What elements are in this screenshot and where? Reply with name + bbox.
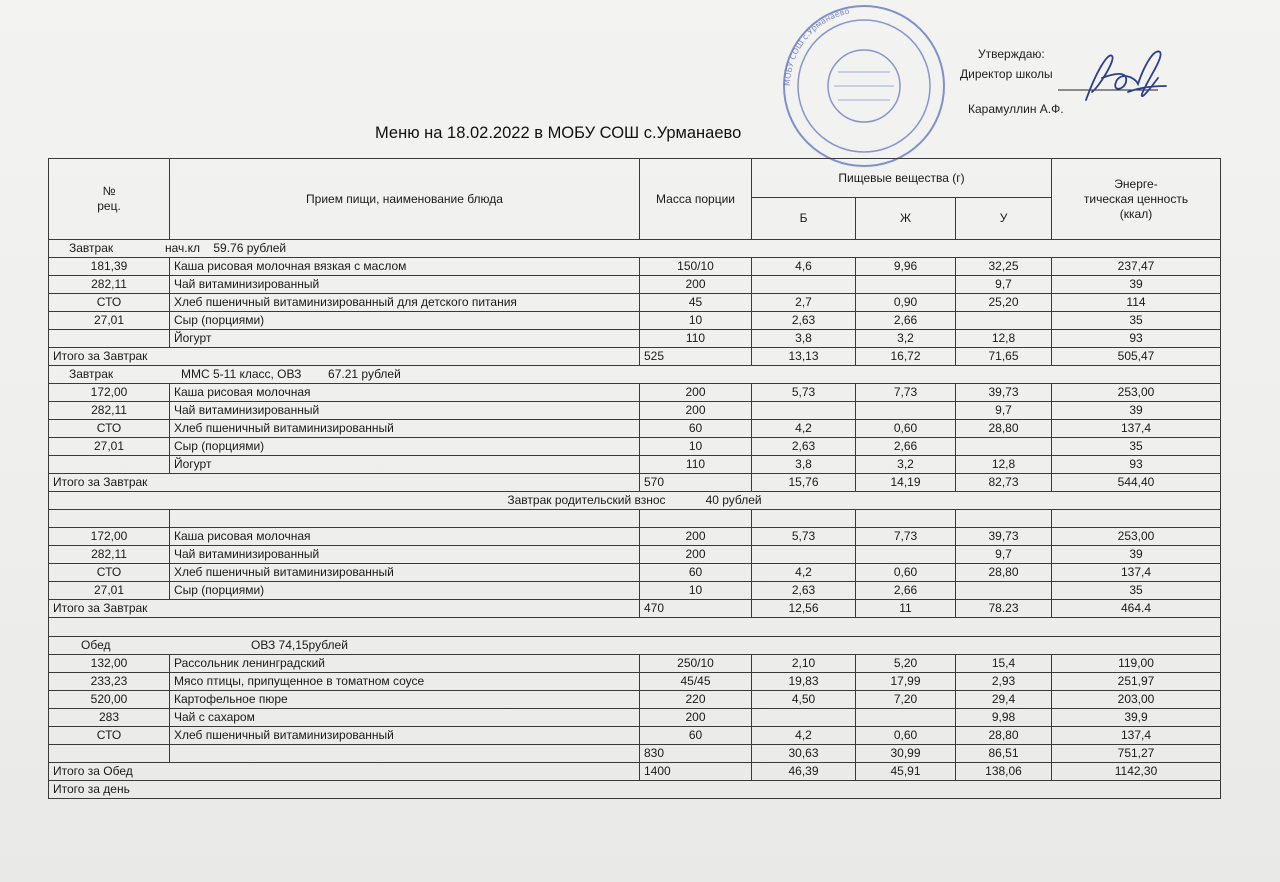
section-heading: Завтрак родительский взнос 40 рублей <box>49 492 1221 510</box>
header-carbs: У <box>956 198 1052 240</box>
approval-line-2: Директор школы <box>960 67 1053 81</box>
table-row: 282,11 Чай витаминизированный 200 9,7 39 <box>49 276 1221 294</box>
table-row: 132,00 Рассольник ленинградский 250/10 2,10 5,20 15,4 119,00 <box>49 655 1221 673</box>
svg-text:МОБУ СОШ с.Урманаево: МОБУ СОШ с.Урманаево <box>782 6 851 87</box>
table-row: 233,23 Мясо птицы, припущенное в томатном соусе 45/45 19,83 17,99 2,93 251,97 <box>49 673 1221 691</box>
section-total-row: Итого за Обед 1400 46,39 45,91 138,06 1142,30 <box>49 763 1221 781</box>
table-row: 172,00 Каша рисовая молочная 200 5,73 7,73 39,73 253,00 <box>49 384 1221 402</box>
page-title: Меню на 18.02.2022 в МОБУ СОШ с.Урманаево <box>375 124 742 142</box>
table-row: СТО Хлеб пшеничный витаминизированный 60 4,2 0,60 28,80 137,4 <box>49 727 1221 745</box>
menu-table <box>48 158 1221 799</box>
table-row: СТО Хлеб пшеничный витаминизированный 60 4,2 0,60 28,80 137,4 <box>49 420 1221 438</box>
table-row: 181,39 Каша рисовая молочная вязкая с маслом 150/10 4,6 9,96 32,25 237,47 <box>49 258 1221 276</box>
header-row-1 <box>49 159 1221 198</box>
blank-row <box>49 510 1221 528</box>
table-row: 27,01 Сыр (порциями) 10 2,63 2,66 35 <box>49 312 1221 330</box>
table-row: 27,01 Сыр (порциями) 10 2,63 2,66 35 <box>49 582 1221 600</box>
section-heading: Завтрак ММС 5-11 класс, ОВЗ 67.21 рублей <box>49 366 1221 384</box>
table-row: СТО Хлеб пшеничный витаминизированный для детского питания 45 2,7 0,90 25,20 114 <box>49 294 1221 312</box>
header-nutrients: Пищевые вещества (г) <box>752 159 1052 198</box>
approval-line-1: Утверждаю: <box>978 47 1045 61</box>
table-row: Йогурт 110 3,8 3,2 12,8 93 <box>49 330 1221 348</box>
day-total-row: Итого за день <box>49 781 1221 799</box>
table-row: 282,11 Чай витаминизированный 200 9,7 39 <box>49 546 1221 564</box>
section-total-row: Итого за Завтрак 470 12,56 11 78.23 464.4 <box>49 600 1221 618</box>
header-dish-name: Прием пищи, наименование блюда <box>170 159 640 240</box>
table-row: Йогурт 110 3,8 3,2 12,8 93 <box>49 456 1221 474</box>
blank-row <box>49 618 1221 637</box>
table-row: 27,01 Сыр (порциями) 10 2,63 2,66 35 <box>49 438 1221 456</box>
table-row: 283 Чай с сахаром 200 9,98 39,9 <box>49 709 1221 727</box>
round-stamp <box>768 2 960 170</box>
header-fat: Ж <box>856 198 956 240</box>
table-row: 520,00 Картофельное пюре 220 4,50 7,20 29,4 203,00 <box>49 691 1221 709</box>
table-row: СТО Хлеб пшеничный витаминизированный 60 4,2 0,60 28,80 137,4 <box>49 564 1221 582</box>
table-row: 172,00 Каша рисовая молочная 200 5,73 7,73 39,73 253,00 <box>49 528 1221 546</box>
section-total-row: Итого за Завтрак 570 15,76 14,19 82,73 544,40 <box>49 474 1221 492</box>
director-signature <box>1068 42 1168 112</box>
header-recipe-number: № рец. <box>49 159 170 240</box>
section-total-row: Итого за Завтрак 525 13,13 16,72 71,65 505,47 <box>49 348 1221 366</box>
approval-line-3: Карамуллин А.Ф. <box>968 102 1064 116</box>
section-heading: Завтрак нач.кл 59.76 рублей <box>49 240 1221 258</box>
section-subtotal-row: 830 30,63 30,99 86,51 751,27 <box>49 745 1221 763</box>
header-energy: Энерге- тическая ценность (ккал) <box>1052 159 1221 240</box>
header-portion-mass: Масса порции <box>640 159 752 240</box>
table-row: 282,11 Чай витаминизированный 200 9,7 39 <box>49 402 1221 420</box>
header-protein: Б <box>752 198 856 240</box>
section-heading: Обед ОВЗ 74,15рублей <box>49 637 1221 655</box>
